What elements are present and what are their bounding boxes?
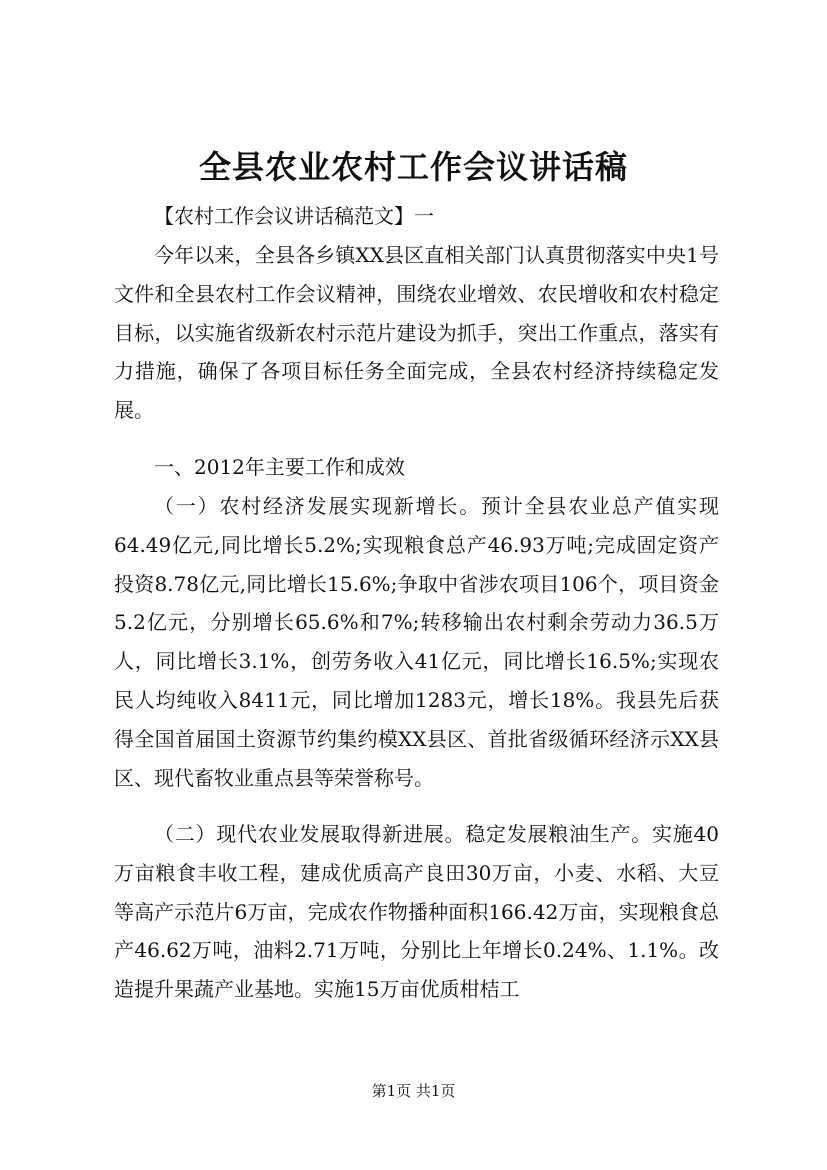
section-heading-1: 一、2012年主要工作和成效 [154, 455, 405, 479]
paragraph-1: 今年以来，全县各乡镇XX县区直相关部门认真贯彻落实中央1号文件和全县农村工作会议精神，围绕农业增效、农民增收和农村稳定目标，以实施省级新农村示范片建设为抓手，突出工作重点，落实有力措施，确保了各项目标任务全面完成，全县农村经济持续稳定发展。 [114, 243, 719, 423]
document-title: 全县农业农村工作会议讲话稿 [198, 148, 628, 186]
paragraph-3: （二）现代农业发展取得新进展。稳定发展粮油生产。实施40万亩粮食丰收工程，建成优质高产良田30万亩，小麦、水稻、大豆等高产示范片6万亩，完成农作物播种面积166.42万亩，实现粮食总产46.62万吨，油料2.71万吨，分别比上年增长0.24%、1.1%。改造提升果蔬产业基地。实施15万亩优质柑桔工 [114, 822, 719, 1002]
page-footer: 第1页 共1页 [371, 1082, 456, 1100]
document-subtitle: 【农村工作会议讲话稿范文】一 [154, 204, 434, 228]
paragraph-2: （一）农村经济发展实现新增长。预计全县农业总产值实现64.49亿元,同比增长5.2%;实现粮食总产46.93万吨;完成固定资产投资8.78亿元,同比增长15.6%;争取中省涉农项目106个，项目资金5.2亿元，分别增长65.6%和7%;转移输出农村剩余劳动力36.5万人，同比增长3.1%，创劳务收入41亿元，同比增长16.5%;实现农民人均纯收入8411元，同比增加1283元，增长18%。我县先后获得全国首届国土资源节约集约模XX县区、首批省级循环经济示XX县区、现代畜牧业重点县等荣誉称号。 [114, 494, 719, 790]
